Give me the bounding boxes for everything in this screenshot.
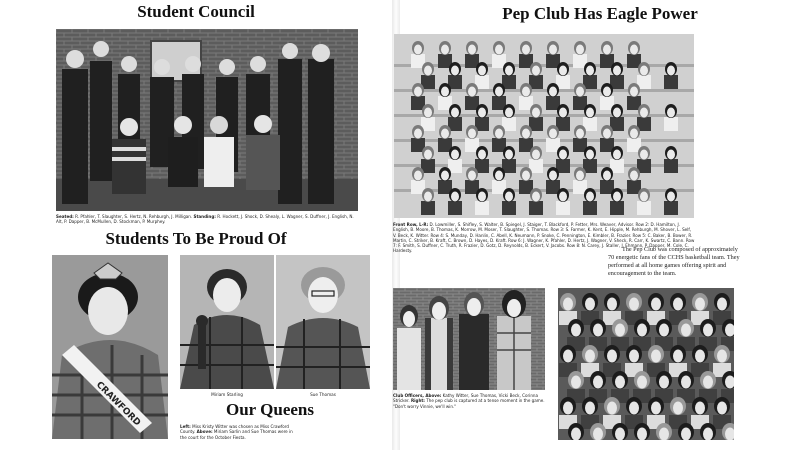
sue-name-label: Sue Thomas: [310, 392, 336, 397]
pep-club-group-photo: [394, 34, 694, 218]
sash-text: CRAWFORD: [93, 380, 143, 429]
miriam-starling-photo: [180, 255, 274, 389]
club-officers-caption: Club Officers, Above: Kathy Witter, Sue Thomas, Vicki Beck, Corinna Stricker. Right: The pep club is captured at a tense moment in the game. "Don't worry Vinnie, we'll win.": [393, 393, 545, 409]
pep-club-heading: Pep Club Has Eagle Power: [502, 4, 698, 23]
miriam-name-label: Miriam Starling: [211, 392, 243, 397]
pep-club-description: The Pep Club was composed of approximately 70 energetic fans of the CCHS basketball team. They performed at all home games offering spirit and encouragement to the team.: [608, 246, 740, 277]
our-queens-heading: Our Queens: [225, 400, 314, 419]
queens-caption: Left: Miss Kristy Witter was chosen as Miss Crawford County. Above: Miriam Sarlin and Sue Thomas were in the court for the October Fiesta.: [180, 424, 293, 440]
student-council-photo: [56, 29, 358, 211]
club-officers-photo: [393, 288, 545, 390]
student-council-caption: Seated: R. Pfahler, T. Slaughter, S. Hertz, N. Rehburgh, J. Milligan. Standing: R. Hockett, J. Shock, D. Shealy, L. Wagner, S. Duffner, J. English, N. Alt, P. Dapper, B. McMullen, D. Stockman, P. Murphey.: [56, 214, 354, 225]
pep-club-caption: Front Row, L-R: D. Lowmiller, S. Shifley, S. Walter, B. Spiegel, J. Staiger, T. Blackford, P. Fetter, Mrs. Weaver, Advisor. Row 2: D. Hamilton, J. English, B. Moore, B. Thomas, K. Morrow, M. Moser, T. Slaughter, S. Thomas. Row 3: S. Farmer, K. Kent, E. Hipple, M. Rehburgh, M. Shover, L. Self, V. Beck, K. Witter. Row 4: S. Munday, D. Hanlin, C. Abell, K. Neumann, P. Snoke, C. Pennington, E. Kimbler, B. Frazier. Row 5: C. Baker, B. Bower, R. Martin, C. Striker, B. Kraft, C. Brown, D. Hayes, D. Kraft. Row 6: J. Wagner, K. Pfahler, D. Hertz, J. Wagner, V. Sheck, R. Carr, K. Swartz, C. Bann. Row 7: F. Smith, S. Duffner, C. Truth, R. Frazier, D. Gotz, D. Reynolds, B. Eckert, V. Jacobs. Row 8: N. Carey, J. Staller, J. Ehmann, P. Dapper, M. Cole, C. Hardesty.: [393, 222, 695, 254]
students-proud-heading: Students To Be Proud Of: [105, 229, 287, 248]
miss-crawford-county-photo: [52, 255, 168, 439]
student-council-heading: Student Council: [137, 2, 255, 21]
pep-club-crowd-photo: [558, 288, 734, 440]
sue-thomas-photo: [276, 255, 370, 389]
